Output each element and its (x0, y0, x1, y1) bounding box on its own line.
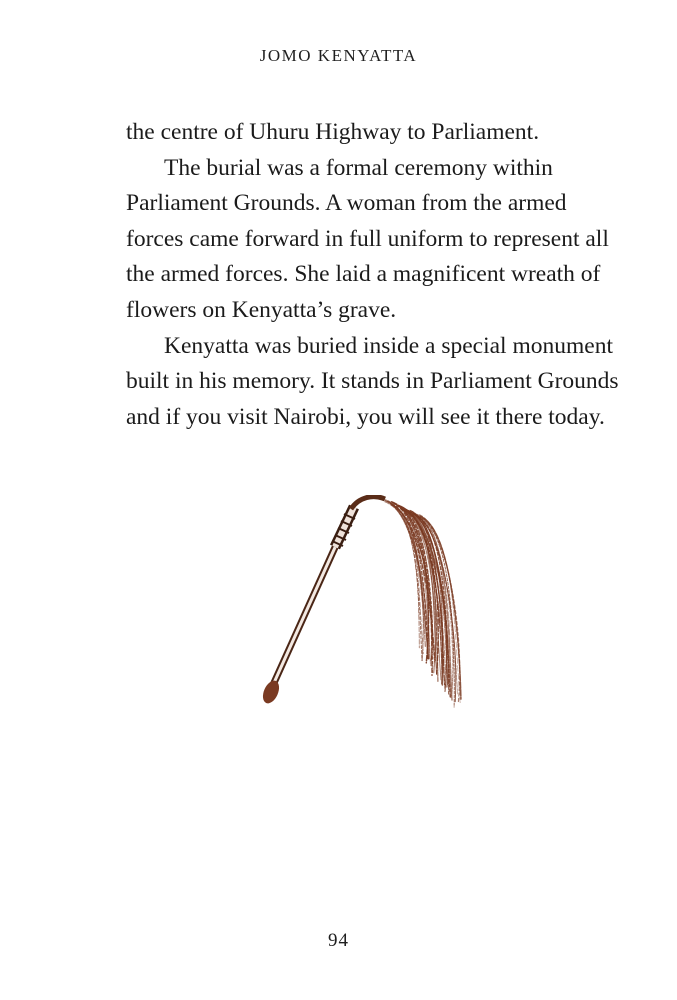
paragraph-monument: Kenyatta was buried inside a special monument built in his memory. It stands in Parliament Grounds and if you visit Nairobi, you will see it there today. (126, 332, 619, 430)
fly-whisk-illustration (255, 495, 495, 720)
paragraph-continuation: the centre of Uhuru Highway to Parliament. (126, 119, 540, 145)
body-text (126, 115, 626, 435)
paragraph-burial: The burial was a formal ceremony within Parliament Grounds. A woman from the armed forces came forward in full uniform to represent all the armed forces. She laid a magnificent wreath of flowers on Kenyatta’s grave. (126, 154, 609, 323)
page-number: 94 (328, 930, 349, 951)
fly-whisk-icon (255, 495, 495, 720)
running-title: JOMO KENYATTA (259, 46, 418, 65)
